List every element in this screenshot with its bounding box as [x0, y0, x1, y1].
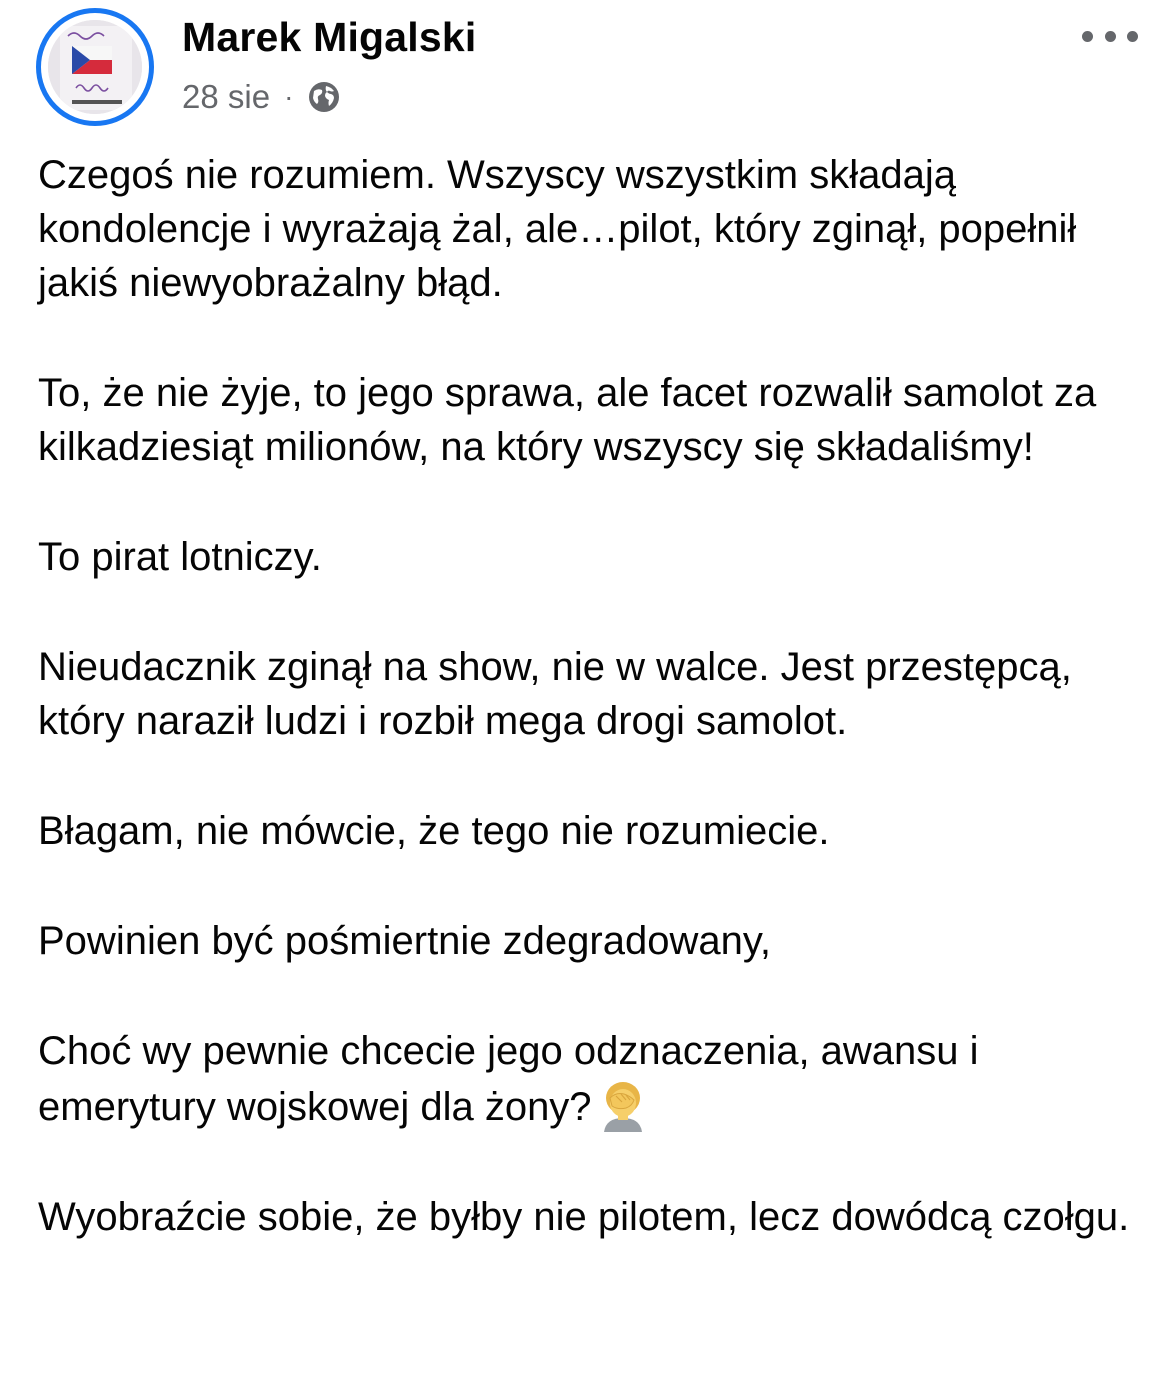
more-options-icon[interactable] — [1082, 26, 1138, 46]
post-paragraph: To, że nie żyje, to jego sprawa, ale facet rozwalił samolot za kilkadziesiąt milionów, na który wszyscy się składaliśmy! — [38, 371, 1097, 469]
avatar[interactable] — [36, 8, 154, 126]
post-text — [38, 148, 1148, 1300]
avatar-image — [48, 20, 142, 114]
post-date[interactable]: 28 sie — [182, 78, 271, 115]
post-paragraph: To pirat lotniczy. — [38, 535, 322, 579]
post-paragraph: Nieudacznik zginął na show, nie w walce. Jest przestępcą, który naraził ludzi i rozbił mega drogi samolot. — [38, 645, 1072, 743]
post-paragraph: Błagam, nie mówcie, że tego nie rozumiecie. — [38, 809, 830, 853]
meta-separator: · — [284, 81, 294, 112]
face-palm-emoji — [596, 1078, 650, 1132]
author-name[interactable]: Marek Migalski — [182, 14, 477, 60]
post-header — [36, 6, 1146, 132]
post-paragraph-with-emoji — [38, 1024, 1148, 1134]
more-dot — [1105, 31, 1116, 42]
post-paragraph: Czegoś nie rozumiem. Wszyscy wszystkim składają kondolencje i wyrażają żal, ale…pilot, który zginął, popełnił jakiś niewyobrażalny błąd. — [38, 153, 1077, 305]
more-dot — [1082, 31, 1093, 42]
post-paragraph: Wyobraźcie sobie, że byłby nie pilotem, lecz dowódcą czołgu. — [38, 1195, 1130, 1239]
post-paragraph: Choć wy pewnie chcecie jego odznaczenia, awansu i emerytury wojskowej dla żony? — [38, 1029, 979, 1129]
post-paragraph: Powinien być pośmiertnie zdegradowany, — [38, 919, 771, 963]
more-dot — [1127, 31, 1138, 42]
post-meta — [182, 78, 341, 116]
globe-icon[interactable] — [307, 80, 341, 114]
